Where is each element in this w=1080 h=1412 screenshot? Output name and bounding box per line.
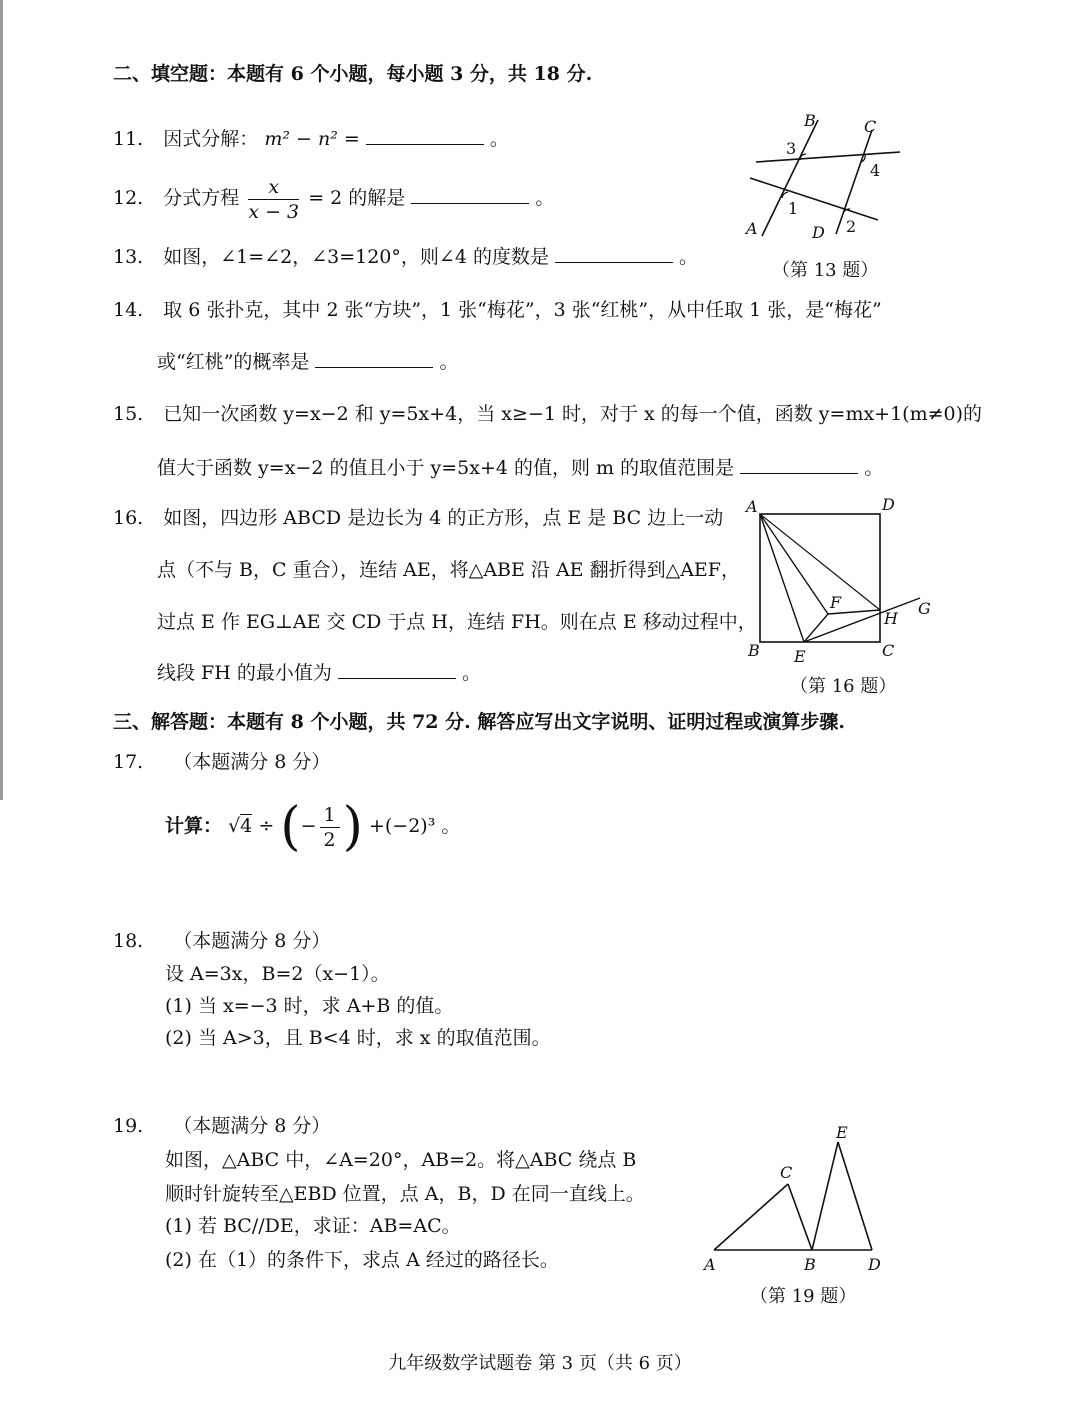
question-12 bbox=[113, 172, 554, 224]
divide-symbol: ÷ bbox=[258, 815, 275, 837]
label-angle-4: 4 bbox=[870, 161, 881, 180]
question-text: 分式方程 bbox=[163, 187, 240, 209]
question-text-line4: 线段 FH 的最小值为 bbox=[157, 662, 332, 684]
question-end: 。 bbox=[679, 246, 699, 268]
segment-cb bbox=[788, 1184, 812, 1250]
label-c: C bbox=[882, 641, 895, 660]
question-11 bbox=[113, 125, 509, 153]
question-number: 16. bbox=[113, 507, 144, 529]
math-expression: m² − n² = bbox=[264, 128, 360, 150]
question-end: 。 bbox=[535, 187, 555, 209]
segment-af bbox=[760, 514, 828, 614]
answer-blank[interactable] bbox=[555, 244, 673, 263]
question-text: 因式分解： bbox=[163, 128, 259, 150]
question-18-line2: (1) 当 x=−3 时，求 A+B 的值。 bbox=[165, 995, 454, 1017]
question-end: 。 bbox=[439, 351, 459, 373]
figure-19-diagram bbox=[696, 1118, 896, 1278]
label-angle-2: 2 bbox=[846, 217, 857, 236]
answer-blank[interactable] bbox=[411, 185, 529, 204]
figure-13 bbox=[740, 108, 910, 252]
question-number: 17. bbox=[113, 751, 144, 773]
question-number: 18. bbox=[113, 930, 144, 952]
answer-blank[interactable] bbox=[366, 126, 484, 145]
question-15 bbox=[113, 400, 982, 428]
segment-ae bbox=[760, 514, 804, 642]
label-c: C bbox=[780, 1163, 793, 1182]
question-16-line3: 过点 E 作 EG⊥AE 交 CD 于点 H，连结 FH。则在点 E 移动过程中， bbox=[157, 611, 757, 633]
label-c: C bbox=[864, 117, 877, 136]
question-text: 如图，∠1=∠2，∠3=120°，则∠4 的度数是 bbox=[163, 246, 549, 268]
question-number: 11. bbox=[113, 128, 144, 150]
question-13 bbox=[113, 243, 698, 271]
question-16-line2: 点（不与 B，C 重合），连结 AE，将△ABE 沿 AE 翻折得到△AEF， bbox=[157, 559, 740, 581]
label-h: H bbox=[884, 609, 898, 628]
question-15-line2 bbox=[157, 454, 883, 482]
question-text-line1: 如图，四边形 ABCD 是边长为 4 的正方形，点 E 是 BC 边上一动 bbox=[163, 507, 724, 529]
fraction-numerator: x bbox=[248, 175, 299, 200]
segment-ah bbox=[760, 514, 880, 610]
figure-16 bbox=[742, 494, 942, 678]
label-f: F bbox=[830, 593, 842, 612]
question-text-line2: 值大于函数 y=x−2 的值且小于 y=5x+4 的值，则 m 的取值范围是 bbox=[157, 457, 735, 479]
sqrt-argument: 4 bbox=[240, 815, 253, 837]
question-19-line2: 顺时针旋转至△EBD 位置，点 A，B，D 在同一直线上。 bbox=[165, 1183, 645, 1205]
question-end: 。 bbox=[461, 662, 481, 684]
fraction-denominator: x − 3 bbox=[248, 200, 300, 223]
label-angle-1: 1 bbox=[788, 199, 799, 218]
question-number: 12. bbox=[113, 187, 144, 209]
fraction bbox=[320, 803, 340, 852]
label-b: B bbox=[748, 641, 760, 660]
answer-blank[interactable] bbox=[315, 349, 433, 368]
question-18 bbox=[113, 927, 330, 955]
label-a: A bbox=[746, 497, 758, 516]
expression-rest: +(−2)³ bbox=[368, 815, 436, 837]
question-score: （本题满分 8 分） bbox=[173, 1115, 331, 1137]
question-19-line3: (1) 若 BC//DE，求证：AB=AC。 bbox=[165, 1215, 461, 1237]
label-d: D bbox=[812, 223, 825, 242]
segment-ac bbox=[714, 1184, 788, 1250]
question-text-line1: 取 6 张扑克，其中 2 张“方块”，1 张“梅花”，3 张“红桃”，从中任取 1 张，是“梅花” bbox=[163, 299, 882, 321]
question-text-line1: 已知一次函数 y=x−2 和 y=5x+4，当 x≥−1 时，对于 x 的每一个值，函数 y=mx+1(m≠0)的 bbox=[163, 403, 983, 425]
question-19-line4: (2) 在（1）的条件下，求点 A 经过的路径长。 bbox=[165, 1249, 559, 1271]
sqrt-symbol: √ bbox=[228, 815, 241, 837]
figure-16-caption: （第 16 题） bbox=[790, 676, 897, 697]
left-paren: ( bbox=[280, 797, 301, 857]
label-a: A bbox=[704, 1255, 716, 1274]
section-3-heading: 三、解答题：本题有 8 个小题，共 72 分. 解答应写出文字说明、证明过程或演算步骤. bbox=[113, 711, 845, 733]
question-number: 13. bbox=[113, 246, 144, 268]
question-16-line4 bbox=[157, 659, 481, 687]
question-score: （本题满分 8 分） bbox=[173, 930, 331, 952]
question-number: 14. bbox=[113, 299, 144, 321]
scan-edge bbox=[0, 0, 3, 800]
label-b: B bbox=[804, 111, 816, 130]
minus-sign: − bbox=[300, 815, 317, 837]
label-angle-3: 3 bbox=[786, 139, 797, 158]
fraction bbox=[248, 175, 299, 224]
lower-line bbox=[750, 178, 878, 220]
question-number: 19. bbox=[113, 1115, 144, 1137]
question-text-line2: 或“红桃”的概率是 bbox=[157, 351, 310, 373]
question-18-line1: 设 A=3x，B=2（x−1）。 bbox=[165, 963, 390, 985]
line-ab bbox=[762, 120, 818, 236]
fraction-denominator: 2 bbox=[323, 828, 336, 851]
question-score: （本题满分 8 分） bbox=[173, 751, 331, 773]
question-14-line2 bbox=[157, 348, 459, 376]
label-d: D bbox=[868, 1255, 881, 1274]
segment-be bbox=[812, 1142, 838, 1250]
question-14 bbox=[113, 296, 882, 324]
question-16 bbox=[113, 504, 723, 532]
label-d: D bbox=[882, 495, 895, 514]
figure-19 bbox=[696, 1118, 896, 1282]
label-e: E bbox=[836, 1123, 848, 1142]
label-b: B bbox=[804, 1255, 816, 1274]
question-19 bbox=[113, 1112, 330, 1140]
question-number: 15. bbox=[113, 403, 144, 425]
answer-blank[interactable] bbox=[740, 455, 858, 474]
label-a: A bbox=[746, 219, 758, 238]
calc-label: 计算： bbox=[165, 815, 223, 837]
section-2-heading: 二、填空题：本题有 6 个小题，每小题 3 分，共 18 分. bbox=[113, 63, 593, 85]
question-18-line3: (2) 当 A>3，且 B<4 时，求 x 的取值范围。 bbox=[165, 1027, 551, 1049]
label-e: E bbox=[794, 647, 806, 666]
question-17 bbox=[113, 748, 330, 776]
figure-19-caption: （第 19 题） bbox=[750, 1286, 857, 1307]
question-17-expression bbox=[165, 797, 461, 857]
question-19-line1: 如图，△ABC 中，∠A=20°，AB=2。将△ABC 绕点 B bbox=[165, 1149, 637, 1171]
page-footer: 九年级数学试题卷 第 3 页（共 6 页） bbox=[388, 1353, 692, 1374]
label-g: G bbox=[918, 599, 931, 618]
answer-blank[interactable] bbox=[338, 660, 456, 679]
segment-ed bbox=[838, 1142, 872, 1250]
figure-16-diagram bbox=[742, 494, 942, 674]
question-text-mid: = 2 的解是 bbox=[308, 187, 406, 209]
question-end: 。 bbox=[864, 457, 884, 479]
question-end: 。 bbox=[441, 815, 461, 837]
question-end: 。 bbox=[489, 128, 509, 150]
fraction-numerator: 1 bbox=[320, 803, 340, 828]
figure-13-diagram bbox=[740, 108, 910, 248]
figure-13-caption: （第 13 题） bbox=[772, 260, 879, 281]
right-paren: ) bbox=[342, 797, 363, 857]
